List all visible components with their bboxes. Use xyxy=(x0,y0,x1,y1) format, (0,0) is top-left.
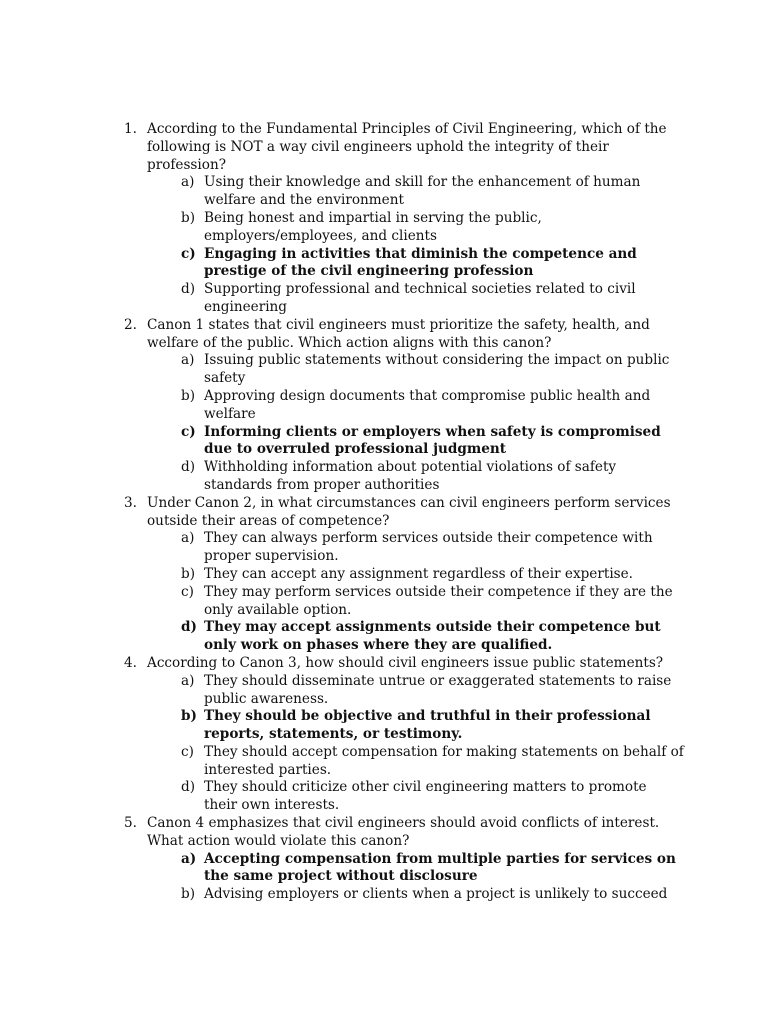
option-text: They should accept compensation for making statements on behalf of interested parties. xyxy=(204,743,684,778)
option-letter: b) xyxy=(181,886,196,903)
question-item xyxy=(124,655,684,815)
option-text: Supporting professional and technical societies related to civil engineering xyxy=(204,281,636,315)
answer-option-correct xyxy=(181,246,684,282)
option-text: They may perform services outside their competence if they are the only available option. xyxy=(204,583,673,618)
answer-option xyxy=(181,388,684,424)
answer-option xyxy=(181,210,684,246)
answer-option xyxy=(181,174,684,210)
option-letter: a) xyxy=(181,850,197,867)
answer-option-correct xyxy=(181,851,684,887)
option-letter: b) xyxy=(181,565,196,582)
question-text: According to the Fundamental Principles of Civil Engineering, which of the following is NOT a way civil engineers uphold the integrity of their profession? xyxy=(147,121,667,173)
option-letter: c) xyxy=(181,743,194,760)
question-number: 2. xyxy=(124,316,137,333)
option-text: Being honest and impartial in serving the public, employers/employees, and clients xyxy=(204,209,542,244)
answer-option xyxy=(181,281,684,317)
answer-option xyxy=(181,459,684,495)
option-letter: a) xyxy=(181,530,195,547)
answer-options xyxy=(147,174,684,316)
question-text: According to Canon 3, how should civil engineers issue public statements? xyxy=(147,654,664,671)
answer-option xyxy=(181,584,684,620)
option-text: Accepting compensation from multiple parties for services on the same project without disclosure xyxy=(204,850,676,885)
option-text: Engaging in activities that diminish the competence and prestige of the civil engineering profession xyxy=(204,245,637,280)
answer-option xyxy=(181,673,684,709)
option-letter: b) xyxy=(181,387,196,404)
question-number: 5. xyxy=(124,815,137,832)
option-letter: a) xyxy=(181,672,195,689)
answer-option xyxy=(181,530,684,566)
answer-options xyxy=(147,352,684,494)
question-number: 4. xyxy=(124,654,137,671)
option-letter: d) xyxy=(181,281,196,298)
question-text: Under Canon 2, in what circumstances can civil engineers perform services outside their areas of competence? xyxy=(147,494,671,529)
question-item xyxy=(124,317,684,495)
option-text: They should criticize other civil engineering matters to promote their own interests. xyxy=(204,779,647,814)
option-text: Approving design documents that compromise public health and welfare xyxy=(204,387,651,422)
answer-option xyxy=(181,744,684,780)
question-number: 3. xyxy=(124,494,137,511)
answer-options xyxy=(147,673,684,815)
answer-option xyxy=(181,886,684,904)
option-text: They should disseminate untrue or exaggerated statements to raise public awareness. xyxy=(204,672,672,707)
option-text: They can accept any assignment regardless of their expertise. xyxy=(204,565,634,582)
option-letter: b) xyxy=(181,209,196,226)
question-item xyxy=(124,121,684,317)
option-text: They may accept assignments outside their competence but only work on phases where they are qualified. xyxy=(204,619,661,654)
option-text: Issuing public statements without considering the impact on public safety xyxy=(204,352,670,387)
option-letter: d) xyxy=(181,619,197,636)
question-text: Canon 1 states that civil engineers must prioritize the safety, health, and welfare of the public. Which action aligns with this canon? xyxy=(147,316,650,351)
answer-option-correct xyxy=(181,708,684,744)
answer-options xyxy=(147,851,684,904)
option-text: Advising employers or clients when a project is unlikely to succeed xyxy=(204,886,668,903)
option-letter: c) xyxy=(181,583,194,600)
answer-option-correct xyxy=(181,424,684,460)
question-item xyxy=(124,495,684,655)
question-number: 1. xyxy=(124,121,137,137)
answer-option xyxy=(181,566,684,584)
option-text: Withholding information about potential violations of safety standards from proper authorities xyxy=(204,459,617,493)
option-letter: c) xyxy=(181,245,196,262)
option-letter: b) xyxy=(181,708,197,725)
question-text: Canon 4 emphasizes that civil engineers should avoid conflicts of interest. What action would violate this canon? xyxy=(147,815,660,849)
option-letter: d) xyxy=(181,459,196,476)
option-letter: d) xyxy=(181,779,196,796)
answer-options xyxy=(147,530,684,655)
answer-option xyxy=(181,352,684,388)
option-text: Informing clients or employers when safety is compromised due to overruled professional judgment xyxy=(204,423,661,458)
question-list xyxy=(124,121,684,904)
option-text: Using their knowledge and skill for the enhancement of human welfare and the environment xyxy=(204,174,641,209)
question-item xyxy=(124,815,684,904)
option-letter: a) xyxy=(181,352,195,369)
option-letter: a) xyxy=(181,174,195,191)
answer-option xyxy=(181,779,684,815)
option-text: They can always perform services outside their competence with proper supervision. xyxy=(204,530,653,565)
option-text: They should be objective and truthful in their professional reports, statements, or testimony. xyxy=(204,708,651,743)
option-letter: c) xyxy=(181,423,196,440)
answer-option-correct xyxy=(181,619,684,655)
